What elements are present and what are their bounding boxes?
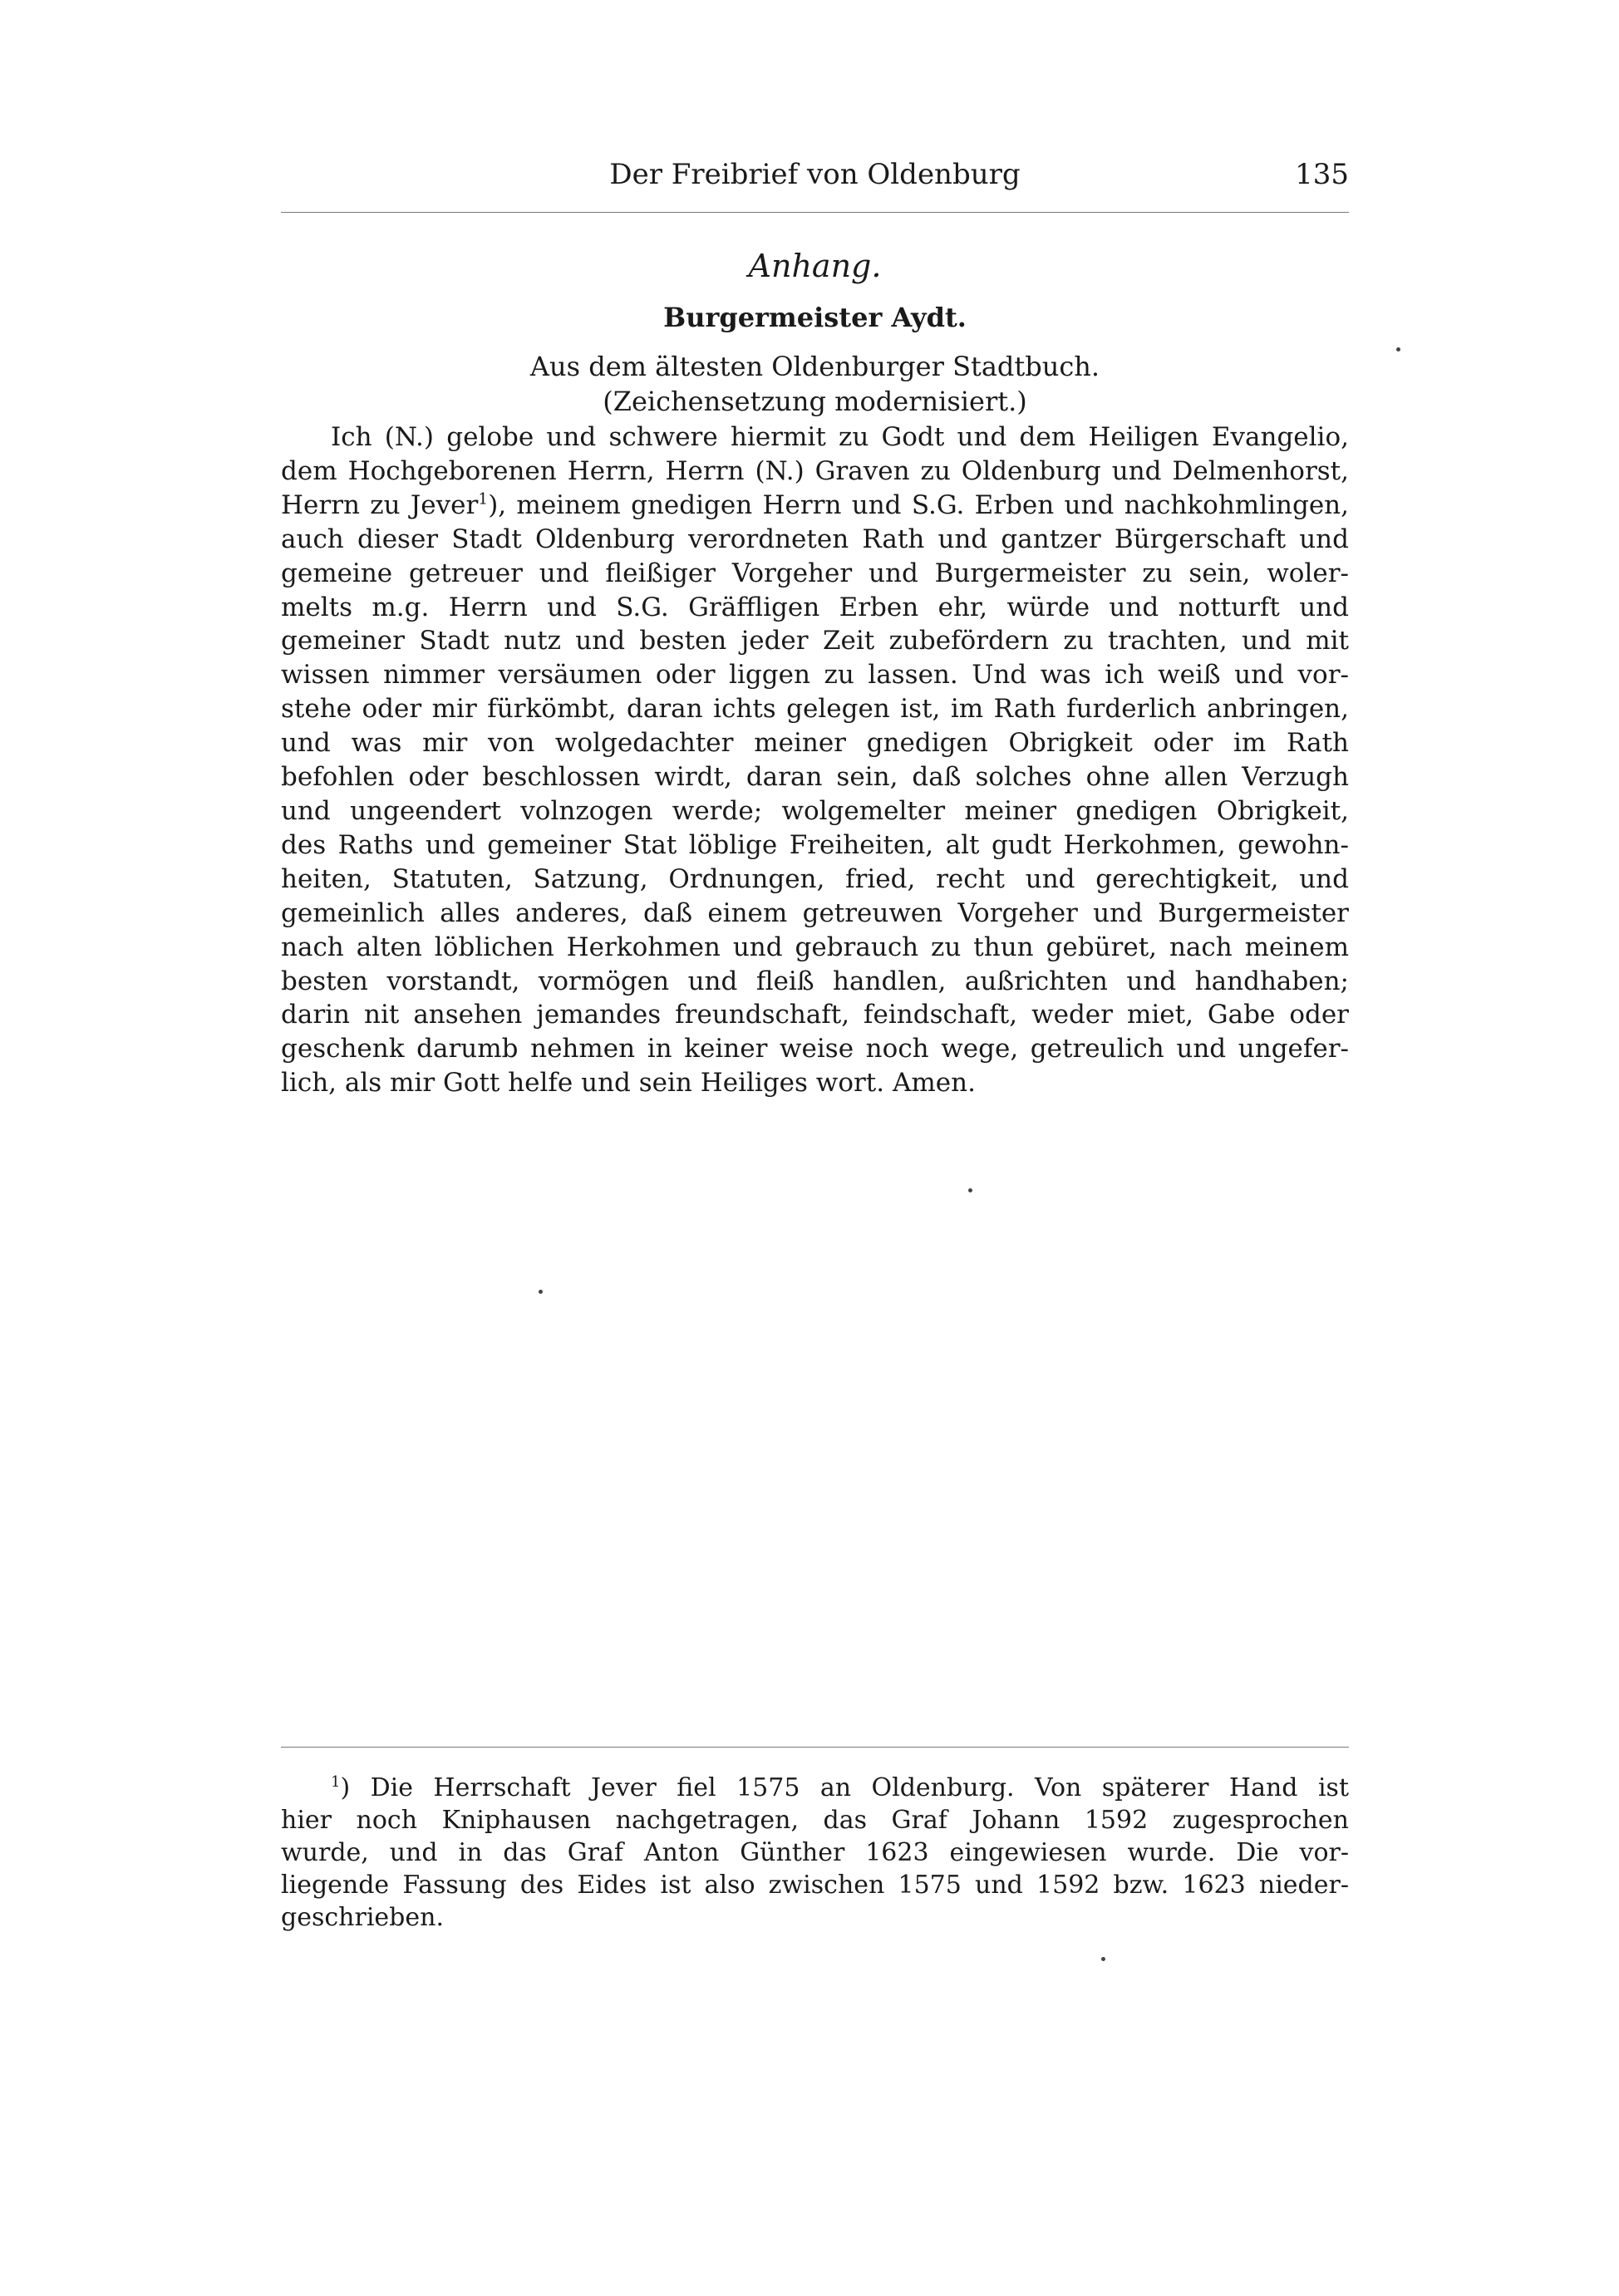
print-speck xyxy=(539,1290,543,1294)
oath-text xyxy=(281,420,1349,1100)
section-title: Anhang. xyxy=(748,248,882,284)
text-line: wissen nimmer versäumen oder liggen zu lassen. Und was ich weiß und vor- xyxy=(281,660,1349,691)
text-line: geschenk darumb nehmen in keiner weise noch wege, getreulich und ungefer- xyxy=(281,1034,1349,1064)
text-line: Ich (N.) gelobe und schwere hiermit zu Godt und dem Heiligen Evangelio, xyxy=(331,422,1349,452)
text-segment: ), meinem gnedigen Herrn und S.G. Erben und nachkohmlingen, xyxy=(488,489,1349,520)
text-line: darin nit ansehen jemandes freundschaft, feindschaft, weder miet, Gabe oder xyxy=(281,1000,1349,1030)
heading: Burgermeister Aydt. xyxy=(663,302,967,333)
text-line: und ungeendert volnzogen werde; wolgemelter meiner gnedigen Obrigkeit, xyxy=(281,795,1349,826)
footnote-line: geschrieben. xyxy=(281,1903,444,1932)
footnote-line: hier noch Kniphausen nachgetragen, das Graf Johann 1592 zugesprochen xyxy=(281,1806,1349,1835)
footnote-reference: 1 xyxy=(478,490,489,509)
source-line-2: (Zeichensetzung modernisiert.) xyxy=(603,386,1027,417)
text-line: befohlen oder beschlossen wirdt, daran sein, daß solches ohne allen Verzugh xyxy=(281,762,1349,793)
text-line: nach alten löblichen Herkohmen und gebrauch zu thun gebüret, nach meinem xyxy=(281,932,1349,962)
footnote-divider xyxy=(281,1747,1349,1748)
text-line: und was mir von wolgedachter meiner gnedigen Obrigkeit oder im Rath xyxy=(281,728,1349,759)
footnote-line xyxy=(281,1772,1349,1804)
text-line: auch dieser Stadt Oldenburg verordneten Rath und gantzer Bürgerschaft und xyxy=(281,524,1349,554)
footnote-line: liegende Fassung des Eides ist also zwischen 1575 und 1592 bzw. 1623 nieder- xyxy=(281,1871,1349,1900)
page-number: 135 xyxy=(1295,158,1349,191)
footnote-marker: 1 xyxy=(331,1773,341,1791)
text-line: gemeinlich alles anderes, daß einem getreuwen Vorgeher und Burgermeister xyxy=(281,897,1349,928)
print-speck xyxy=(1396,347,1400,352)
text-line: besten vorstandt, vormögen und fleiß handlen, außrichten und handhaben; xyxy=(281,966,1349,996)
footnote xyxy=(281,1772,1349,1934)
text-segment: Herrn zu Jever xyxy=(281,489,479,520)
print-speck xyxy=(1101,1957,1105,1961)
text-line: lich, als mir Gott helfe und sein Heiliges wort. Amen. xyxy=(281,1068,976,1099)
header-divider xyxy=(281,212,1349,213)
text-line: gemeiner Stadt nutz und besten jeder Zeit zubefördern zu trachten, und mit xyxy=(281,626,1349,656)
text-line xyxy=(281,489,1349,523)
text-line: heiten, Statuten, Satzung, Ordnungen, fried, recht und gerechtigkeit, und xyxy=(281,863,1349,894)
running-head xyxy=(281,158,1349,199)
text-line: dem Hochgeborenen Herrn, Herrn (N.) Graven zu Oldenburg und Delmenhorst, xyxy=(281,455,1349,486)
text-line: stehe oder mir fürkömbt, daran ichts gelegen ist, im Rath furderlich anbringen, xyxy=(281,694,1349,725)
text-segment: ) Die Herrschaft Jever fiel 1575 an Oldenburg. Von späterer Hand ist xyxy=(340,1773,1349,1802)
text-line: melts m.g. Herrn und S.G. Gräffligen Erben ehr, würde und notturft und xyxy=(281,592,1349,622)
source-line-1: Aus dem ältesten Oldenburger Stadtbuch. xyxy=(529,351,1100,382)
text-line: des Raths und gemeiner Stat löblige Freiheiten, alt gudt Herkohmen, gewohn- xyxy=(281,829,1349,860)
running-title: Der Freibrief von Oldenburg xyxy=(609,158,1021,191)
text-line: gemeine getreuer und fleißiger Vorgeher und Burgermeister zu sein, woler- xyxy=(281,558,1349,588)
footnote-line: wurde, und in das Graf Anton Günther 1623 eingewiesen wurde. Die vor- xyxy=(281,1838,1349,1867)
print-speck xyxy=(968,1188,972,1192)
